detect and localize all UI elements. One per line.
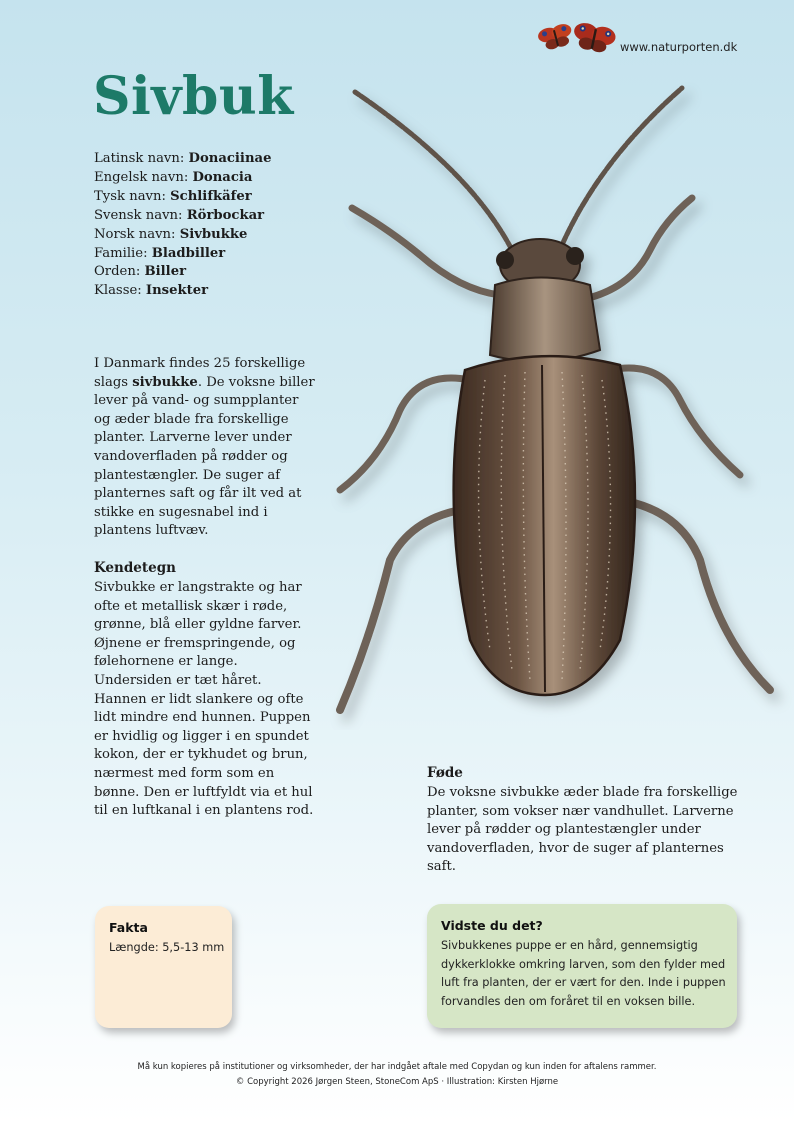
name-value: Rörbockar	[186, 207, 265, 223]
fakta-box	[95, 906, 232, 1028]
kendetegn-text: Sivbukke er langstrakte og har ofte et metallisk skær i røde, grønne, blå eller gyldne farver. Øjnene er fremspringende, og følehornene er lange. Undersiden er tæt håret. Hannen er lidt slankere og ofte lidt mindre end hunnen. Puppen er hvidlig og ligger i en spundet kokon, der er tykhudet og brun, nærmest med form som en bønne. Den er luftfyldt via et hul til en luftkanal i en plantens rod.	[94, 580, 314, 819]
fode-text: De voksne sivbukke æder blade fra forskellige planter, som vokser nær vandhullet. Larverne lever på rødder og plantestængler under vandoverfladen, hvor de suger af planternes saft.	[427, 785, 738, 875]
name-row-german	[94, 188, 271, 207]
beetle-illustration	[300, 80, 794, 730]
name-row-norwegian	[94, 226, 271, 245]
name-label: Svensk navn:	[94, 207, 183, 223]
fode-heading: Føde	[427, 765, 463, 781]
kendetegn-heading: Kendetegn	[94, 560, 176, 576]
name-label: Engelsk navn:	[94, 169, 189, 185]
name-value: Insekter	[145, 283, 209, 299]
name-label: Orden:	[94, 264, 141, 280]
name-label: Norsk navn:	[94, 226, 176, 242]
intro-text-after: . De voksne biller lever på vand- og sumpplanter og æder blade fra forskellige planter. Larverne lever under vandoverfladen på rødder og plantestængler. De suger af planternes saft og får ilt ved at stikke en sugesnabel ind i plantens luftvæv.	[94, 374, 315, 539]
butterfly-icon	[538, 18, 620, 58]
name-row-english	[94, 169, 271, 188]
name-label: Familie:	[94, 245, 148, 261]
vidste-heading: Vidste du det?	[441, 918, 543, 933]
name-value: Donacia	[192, 169, 253, 185]
name-row-family	[94, 245, 271, 264]
intro-text-before: I Danmark findes 25 forskellige slags	[94, 356, 306, 390]
intro-text-bold: sivbukke	[132, 374, 198, 390]
name-label: Tysk navn:	[94, 188, 166, 204]
fakta-text: Længde: 5,5-13 mm	[109, 941, 225, 954]
name-row-class	[94, 282, 271, 301]
names-list	[94, 150, 271, 301]
page-title: Sivbuk	[93, 66, 294, 127]
vidste-du-det-box	[427, 904, 737, 1028]
name-value: Bladbiller	[151, 245, 226, 261]
name-row-swedish	[94, 207, 271, 226]
name-row-order	[94, 263, 271, 282]
name-value: Schlifkäfer	[170, 188, 252, 204]
vidste-text: Sivbukkenes puppe er en hård, gennemsigtig dykkerklokke omkring larven, som den fylder med luft fra planten, der er vært for den. Inde i puppen forvandles den om foråret til en voksen bille.	[441, 939, 726, 1008]
name-label: Latinsk navn:	[94, 151, 185, 166]
footer-license: Må kun kopieres på institutioner og virksomheder, der har indgået aftale med Copydan og kun inden for aftalens rammer.	[137, 1062, 657, 1072]
name-label: Klasse:	[94, 283, 142, 299]
name-value: Biller	[144, 264, 187, 280]
site-url[interactable]: www.naturporten.dk	[620, 40, 738, 54]
fakta-heading: Fakta	[109, 920, 148, 935]
name-row-latin	[94, 150, 271, 169]
name-value: Sivbukke	[179, 226, 248, 242]
name-value: Donaciinae	[188, 151, 272, 166]
intro-paragraph	[94, 355, 316, 541]
footer-copyright: © Copyright 2026 Jørgen Steen, StoneCom ApS · Illustration: Kirsten Hjørne	[235, 1077, 559, 1087]
